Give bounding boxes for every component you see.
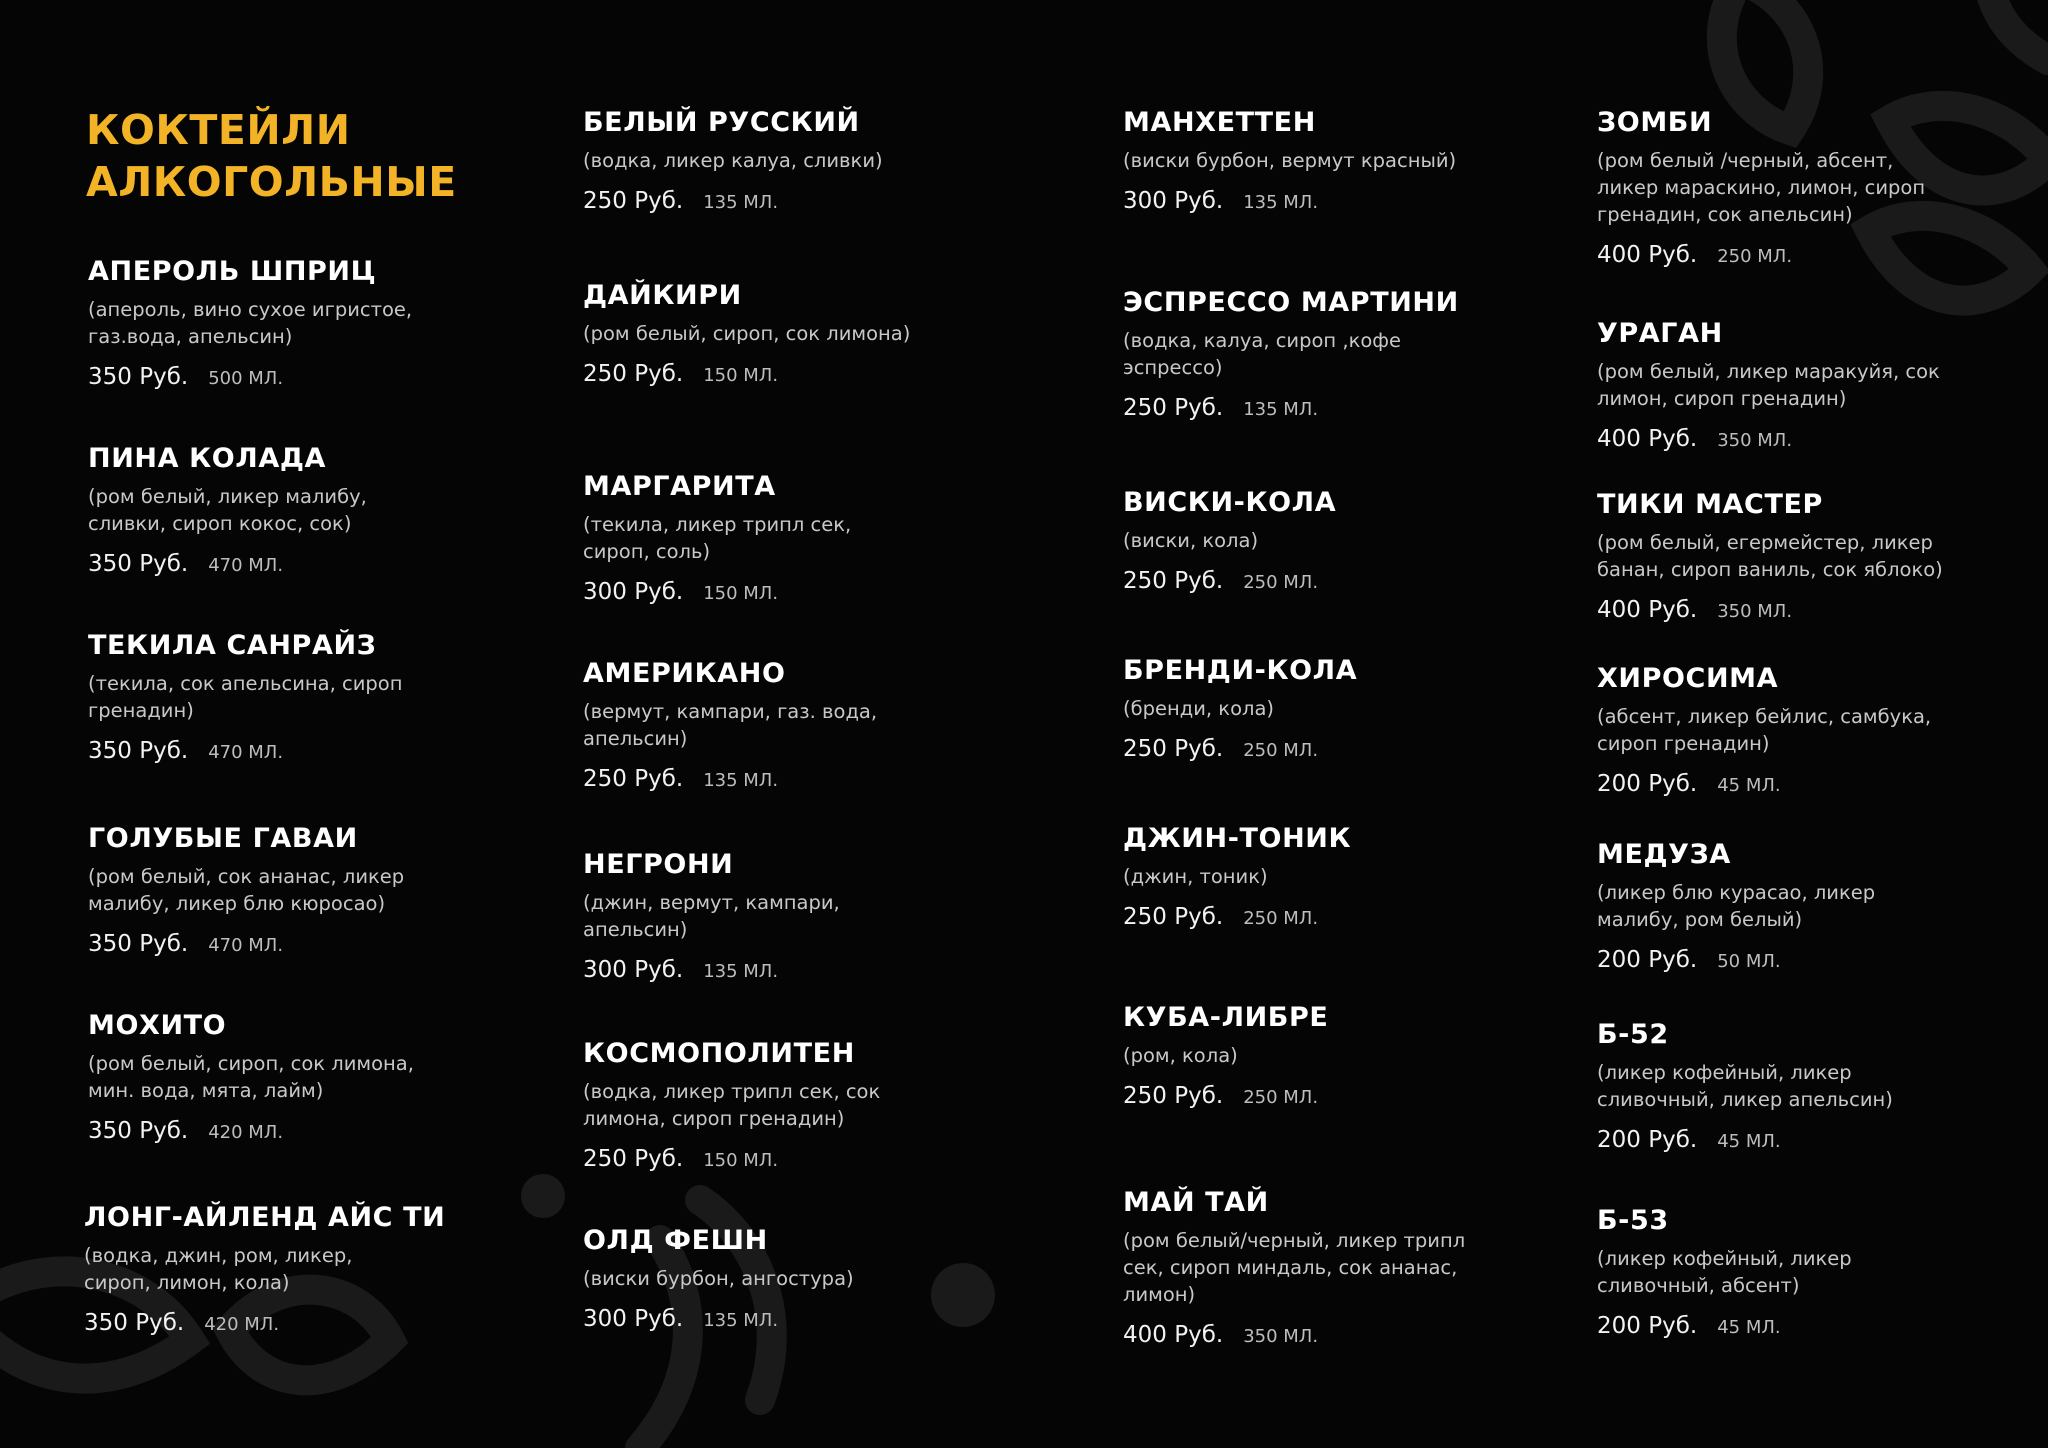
menu-item-name: ЛОНГ-АЙЛЕНД АЙС ТИ [84,1202,446,1233]
menu-item-price-row [84,1308,414,1340]
menu-item [583,280,923,391]
menu-item-price-row [1123,734,1483,766]
menu-item-volume: 250 МЛ. [1243,1087,1319,1108]
menu-item-description: (ром белый, ликер малибу, сливки, сироп кокос, сок) [88,485,367,535]
menu-item-price-row [1597,1311,1957,1343]
menu-item-price: 250 Руб. [583,1146,684,1172]
menu-item-price: 350 Руб. [88,364,189,390]
menu-item-description: (ром белый, сироп, сок лимона) [583,322,911,345]
menu-item-price-row [1123,186,1483,218]
menu-item-volume: 470 МЛ. [208,935,284,956]
menu-item-price-row [1123,1320,1483,1352]
menu-item-volume: 150 МЛ. [703,1150,779,1171]
menu-item-price: 300 Руб. [583,957,684,983]
menu-item-price: 400 Руб. [1597,426,1698,452]
menu-item-name: БЕЛЫЙ РУССКИЙ [583,107,860,138]
menu-item-description: (ром, кола) [1123,1044,1238,1067]
menu-item-description: (апероль, вино сухое игристое, газ.вода, апельсин) [88,298,413,348]
menu-item-description: (ром белый/черный, ликер трипл сек, сироп миндаль, сок ананас, лимон) [1123,1229,1466,1306]
menu-item-price: 250 Руб. [1123,736,1224,762]
menu-item-name: МЕДУЗА [1597,839,1731,870]
menu-item-name: НЕГРОНИ [583,849,734,880]
menu-item-volume: 135 МЛ. [703,961,779,982]
menu-item-name: ВИСКИ-КОЛА [1123,487,1337,518]
menu-item-price: 250 Руб. [1123,1083,1224,1109]
menu-item-volume: 470 МЛ. [208,555,284,576]
menu-item-price: 300 Руб. [583,579,684,605]
menu-item-price-row [1597,1125,1957,1157]
menu-item-description: (текила, ликер трипл сек, сироп, соль) [583,513,852,563]
menu-item-description: (водка, калуа, сироп ,кофе эспрессо) [1123,329,1401,379]
menu-item [1123,823,1483,934]
menu-item-volume: 470 МЛ. [208,742,284,763]
menu-item-description: (ром белый, сироп, сок лимона, мин. вода, мята, лайм) [88,1052,414,1102]
menu-item-price-row [88,362,418,394]
menu-item [583,1038,923,1176]
menu-item-volume: 135 МЛ. [703,1310,779,1331]
menu-item-description: (ликер блю курасао, ликер малибу, ром белый) [1597,881,1876,931]
menu-item-name: БРЕНДИ-КОЛА [1123,655,1358,686]
menu-item [1597,663,1957,801]
menu-item-price-row [583,577,923,609]
menu-item-price: 300 Руб. [583,1306,684,1332]
menu-item-price-row [1123,566,1483,598]
menu-item-price: 350 Руб. [88,931,189,957]
menu-item-name: МАНХЕТТЕН [1123,107,1316,138]
menu-item-price: 350 Руб. [84,1310,185,1336]
menu-item-price-row [583,955,923,987]
menu-item-price-row [1123,393,1483,425]
menu-item [1597,839,1957,977]
menu-item [1597,1019,1957,1157]
menu-item-price-row [583,1144,923,1176]
menu-item-name: ОЛД ФЕШН [583,1225,768,1256]
menu-item-volume: 135 МЛ. [1243,399,1319,420]
menu-item-price: 250 Руб. [583,766,684,792]
menu-item-volume: 50 МЛ. [1717,951,1781,972]
menu-item [1123,107,1483,218]
menu-item-description: (вермут, кампари, газ. вода, апельсин) [583,700,878,750]
menu-item-volume: 150 МЛ. [703,583,779,604]
menu-item-name: ГОЛУБЫЕ ГАВАИ [88,823,358,854]
menu-title [86,104,457,208]
menu-item-volume: 135 МЛ. [703,192,779,213]
menu-item-name: ХИРОСИМА [1597,663,1779,694]
menu-item-name: МАЙ ТАЙ [1123,1187,1269,1218]
menu-item-price-row [583,186,923,218]
menu-item [583,849,923,987]
menu-item [1123,1002,1483,1113]
menu-item [88,256,418,394]
menu-item [88,823,418,961]
menu-item-volume: 150 МЛ. [703,365,779,386]
menu-item [88,443,418,581]
menu-item-description: (виски бурбон, ангостура) [583,1267,854,1290]
menu-item-volume: 500 МЛ. [208,368,284,389]
menu-item-price-row [583,1304,923,1336]
menu-item [583,107,923,218]
menu-item-price-row [1597,595,1957,627]
menu-item-price: 350 Руб. [88,738,189,764]
menu-item-name: МАРГАРИТА [583,471,776,502]
menu-item-price-row [88,736,418,768]
menu-item-price: 400 Руб. [1597,242,1698,268]
menu-item-volume: 250 МЛ. [1243,908,1319,929]
menu-item-description: (ром белый /черный, абсент, ликер мараскино, лимон, сироп гренадин, сок апельсин) [1597,149,1926,226]
menu-item-volume: 250 МЛ. [1717,246,1793,267]
menu-item-price: 400 Руб. [1123,1322,1224,1348]
menu-item-description: (виски бурбон, вермут красный) [1123,149,1457,172]
menu-item-price-row [1597,769,1957,801]
menu-item-description: (ром белый, ликер маракуйя, сок лимон, сироп гренадин) [1597,360,1940,410]
menu-item-price: 250 Руб. [583,361,684,387]
menu-item-name: ПИНА КОЛАДА [88,443,326,474]
menu-item-volume: 420 МЛ. [208,1122,284,1143]
menu-item-description: (текила, сок апельсина, сироп гренадин) [88,672,403,722]
menu-item-volume: 350 МЛ. [1717,601,1793,622]
menu-item-description: (водка, джин, ром, ликер, сироп, лимон, кола) [84,1244,353,1294]
menu-item-name: МОХИТО [88,1010,227,1041]
menu-item-price-row [583,764,923,796]
menu-item-description: (джин, тоник) [1123,865,1268,888]
menu-item-volume: 45 МЛ. [1717,775,1781,796]
menu-item-price: 350 Руб. [88,1118,189,1144]
menu-item [1123,1187,1483,1352]
menu-item-description: (ром белый, сок ананас, ликер малибу, ликер блю кюросао) [88,865,405,915]
menu-item [1123,287,1483,425]
menu-item [1123,655,1483,766]
menu-item-price-row [583,359,923,391]
menu-item-price-row [88,549,418,581]
menu-item-name: ДЖИН-ТОНИК [1123,823,1352,854]
menu-item-description: (ликер кофейный, ликер сливочный, абсент) [1597,1247,1852,1297]
menu-item [1123,487,1483,598]
menu-item [88,630,418,768]
menu-item-price: 300 Руб. [1123,188,1224,214]
menu-item-volume: 45 МЛ. [1717,1317,1781,1338]
menu-item-description: (бренди, кола) [1123,697,1275,720]
menu-title-line1: КОКТЕЙЛИ [86,106,351,154]
menu-item-volume: 250 МЛ. [1243,740,1319,761]
menu-item-price: 200 Руб. [1597,1313,1698,1339]
menu-item-price-row [1597,240,1957,272]
menu-item-price-row [1597,424,1957,456]
menu-item-name: КУБА-ЛИБРЕ [1123,1002,1329,1033]
menu-item [1597,107,1957,272]
menu-item-volume: 350 МЛ. [1717,430,1793,451]
menu-item-name: ТЕКИЛА САНРАЙЗ [88,630,377,661]
menu-item-price: 200 Руб. [1597,771,1698,797]
menu-item-description: (джин, вермут, кампари, апельсин) [583,891,840,941]
menu-item [88,1010,418,1148]
menu-item-description: (водка, ликер калуа, сливки) [583,149,883,172]
menu-item [1597,318,1957,456]
menu-item-name: ЭСПРЕССО МАРТИНИ [1123,287,1459,318]
menu-item-description: (абсент, ликер бейлис, самбука, сироп гренадин) [1597,705,1932,755]
menu-item-description: (ром белый, егермейстер, ликер банан, сироп ваниль, сок яблоко) [1597,531,1943,581]
menu-item-name: АПЕРОЛЬ ШПРИЦ [88,256,377,287]
menu-item-price-row [1597,945,1957,977]
menu-item-price: 250 Руб. [583,188,684,214]
menu-item-name: АМЕРИКАНО [583,658,786,689]
menu-item-price: 250 Руб. [1123,395,1224,421]
menu-item-price: 400 Руб. [1597,597,1698,623]
menu-item [1597,489,1957,627]
menu-item-volume: 45 МЛ. [1717,1131,1781,1152]
menu-item-price-row [88,929,418,961]
menu-item-price: 200 Руб. [1597,1127,1698,1153]
menu-item-price: 200 Руб. [1597,947,1698,973]
menu-item [583,1225,923,1336]
menu-item [84,1202,446,1340]
menu-item-name: УРАГАН [1597,318,1723,349]
menu-item-volume: 135 МЛ. [1243,192,1319,213]
menu-item-description: (виски, кола) [1123,529,1259,552]
menu-item [583,471,923,609]
menu-item-name: Б-52 [1597,1019,1669,1050]
menu-item-volume: 350 МЛ. [1243,1326,1319,1347]
menu-item-price-row [1123,1081,1483,1113]
menu-item-price-row [88,1116,418,1148]
menu-item-volume: 135 МЛ. [703,770,779,791]
menu-item-price-row [1123,902,1483,934]
menu-item-volume: 420 МЛ. [204,1314,280,1335]
menu-item-price: 350 Руб. [88,551,189,577]
menu-item-description: (ликер кофейный, ликер сливочный, ликер апельсин) [1597,1061,1893,1111]
menu-item [583,658,923,796]
menu-item-name: ДАЙКИРИ [583,280,742,311]
menu-item-name: ТИКИ МАСТЕР [1597,489,1823,520]
menu-item [1597,1205,1957,1343]
menu-item-name: КОСМОПОЛИТЕН [583,1038,855,1069]
menu-item-volume: 250 МЛ. [1243,572,1319,593]
menu-item-description: (водка, ликер трипл сек, сок лимона, сироп гренадин) [583,1080,881,1130]
menu-title-line2: АЛКОГОЛЬНЫЕ [86,158,457,206]
menu-item-price: 250 Руб. [1123,904,1224,930]
menu-item-name: ЗОМБИ [1597,107,1713,138]
menu-item-price: 250 Руб. [1123,568,1224,594]
menu-item-name: Б-53 [1597,1205,1669,1236]
